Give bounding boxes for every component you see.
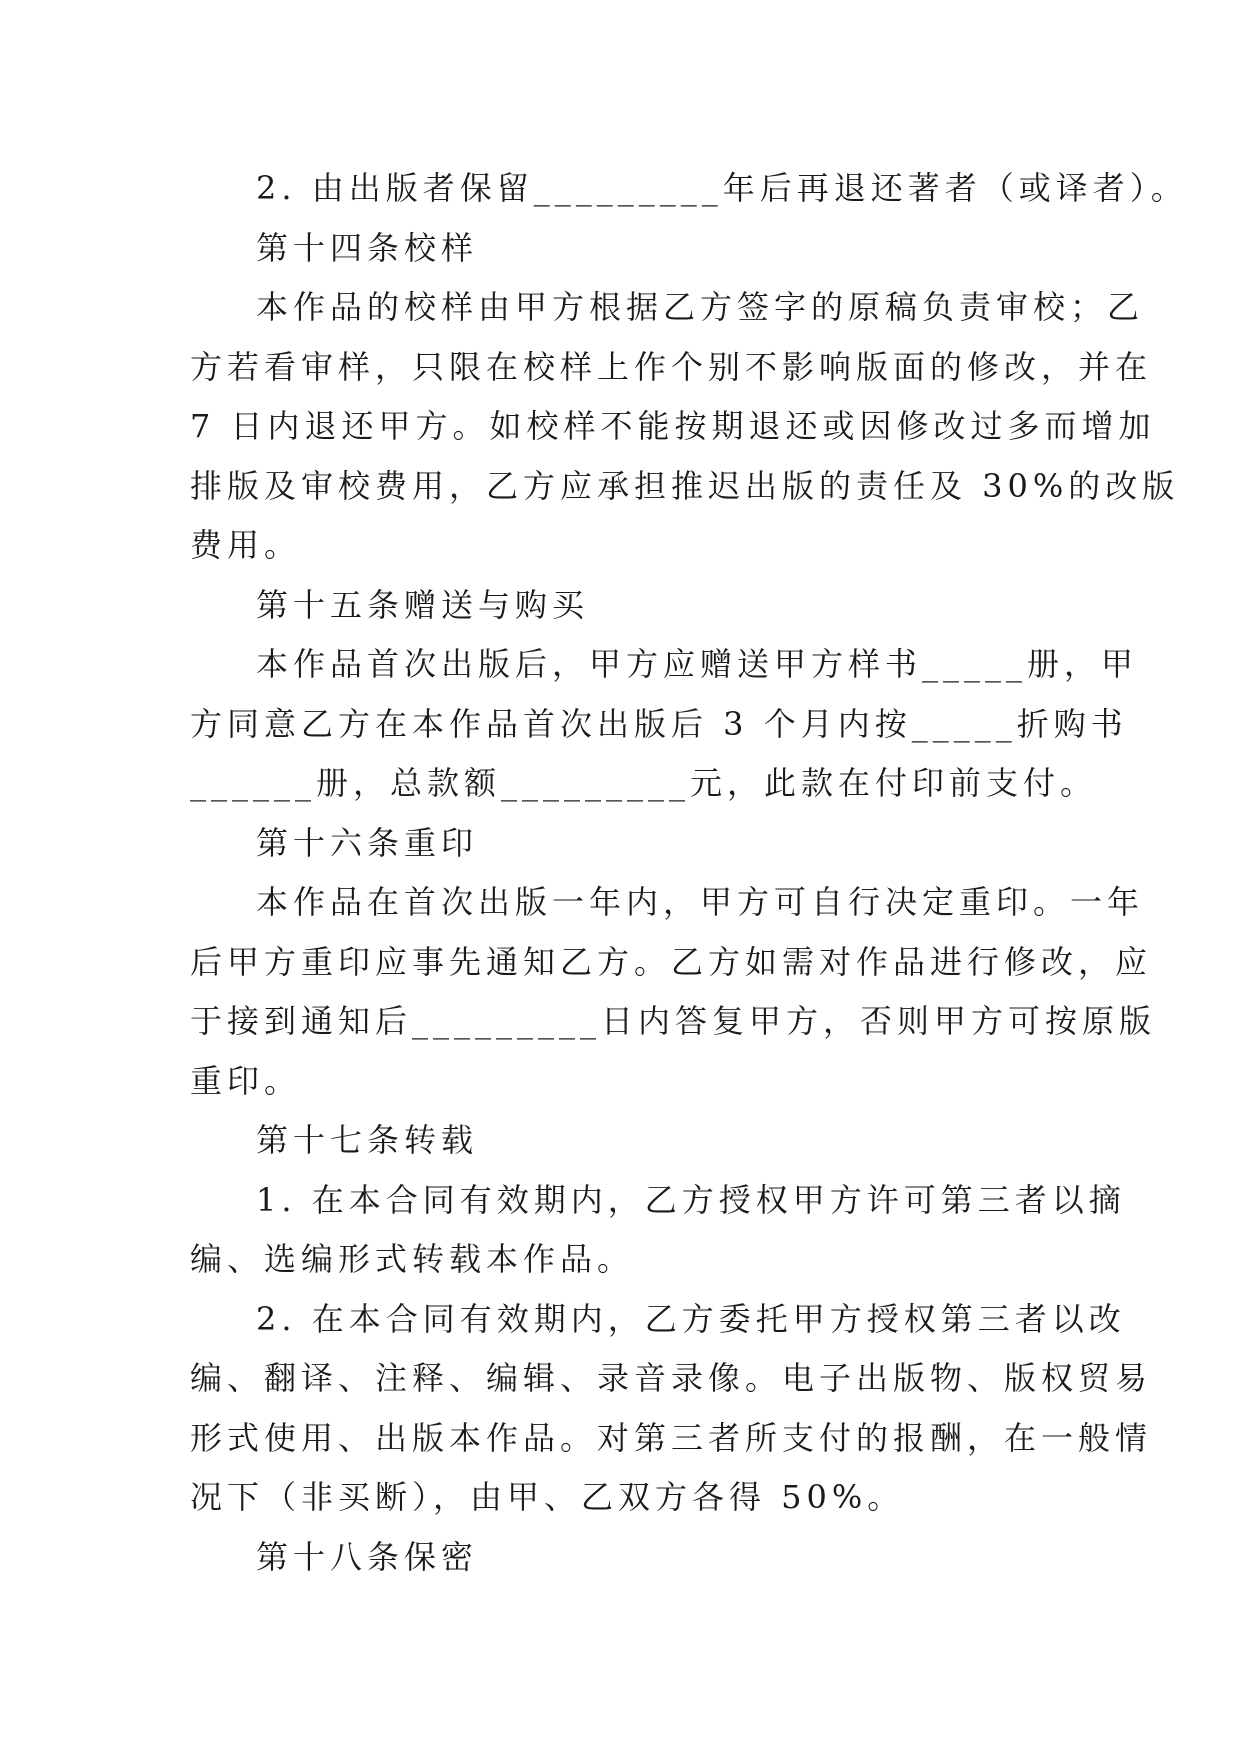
document-body — [190, 159, 1188, 1587]
body-line: 2. 由出版者保留_________年后再退还著者（或译者）。 — [256, 169, 1188, 207]
section-heading-15: 第十五条赠送与购买 — [256, 585, 590, 624]
body-line: 重印。 — [190, 1061, 302, 1100]
body-line: 编、翻译、注释、编辑、录音录像。电子出版物、版权贸易 — [190, 1359, 1153, 1397]
body-line: 方若看审样，只限在校样上作个别不影响版面的修改，并在 — [190, 347, 1153, 386]
body-line: 费用。 — [190, 526, 302, 564]
body-line: 7 日内退还甲方。如校样不能按期退还或因修改过多而增加 — [190, 407, 1156, 445]
body-line: ______册，总款额_________元，此款在付印前支付。 — [190, 764, 1098, 802]
body-line: 方同意乙方在本作品首次出版后 3 个月内按_____折购书 — [190, 704, 1128, 743]
section-heading-14: 第十四条校样 — [256, 228, 479, 267]
body-line: 1. 在本合同有效期内，乙方授权甲方许可第三者以摘 — [256, 1180, 1126, 1219]
body-line: 编、选编形式转载本作品。 — [190, 1240, 635, 1278]
section-heading-18: 第十八条保密 — [256, 1537, 479, 1576]
body-line: 于接到通知后_________日内答复甲方，否则甲方可按原版 — [190, 1002, 1157, 1040]
body-line: 形式使用、出版本作品。对第三者所支付的报酬，在一般情 — [190, 1418, 1153, 1457]
body-line: 2. 在本合同有效期内，乙方委托甲方授权第三者以改 — [256, 1299, 1126, 1338]
body-line: 本作品首次出版后，甲方应赠送甲方样书_____册，甲 — [256, 645, 1139, 683]
body-line: 排版及审校费用，乙方应承担推迟出版的责任及 30%的改版 — [190, 466, 1180, 505]
body-line: 况下（非买断），由甲、乙双方各得 50%。 — [190, 1478, 905, 1516]
section-heading-17: 第十七条转载 — [256, 1121, 479, 1159]
body-line: 后甲方重印应事先通知乙方。乙方如需对作品进行修改，应 — [190, 942, 1153, 981]
body-line: 本作品的校样由甲方根据乙方签字的原稿负责审校；乙 — [256, 288, 1145, 326]
section-heading-16: 第十六条重印 — [256, 823, 479, 862]
body-line: 本作品在首次出版一年内，甲方可自行决定重印。一年 — [256, 883, 1145, 921]
